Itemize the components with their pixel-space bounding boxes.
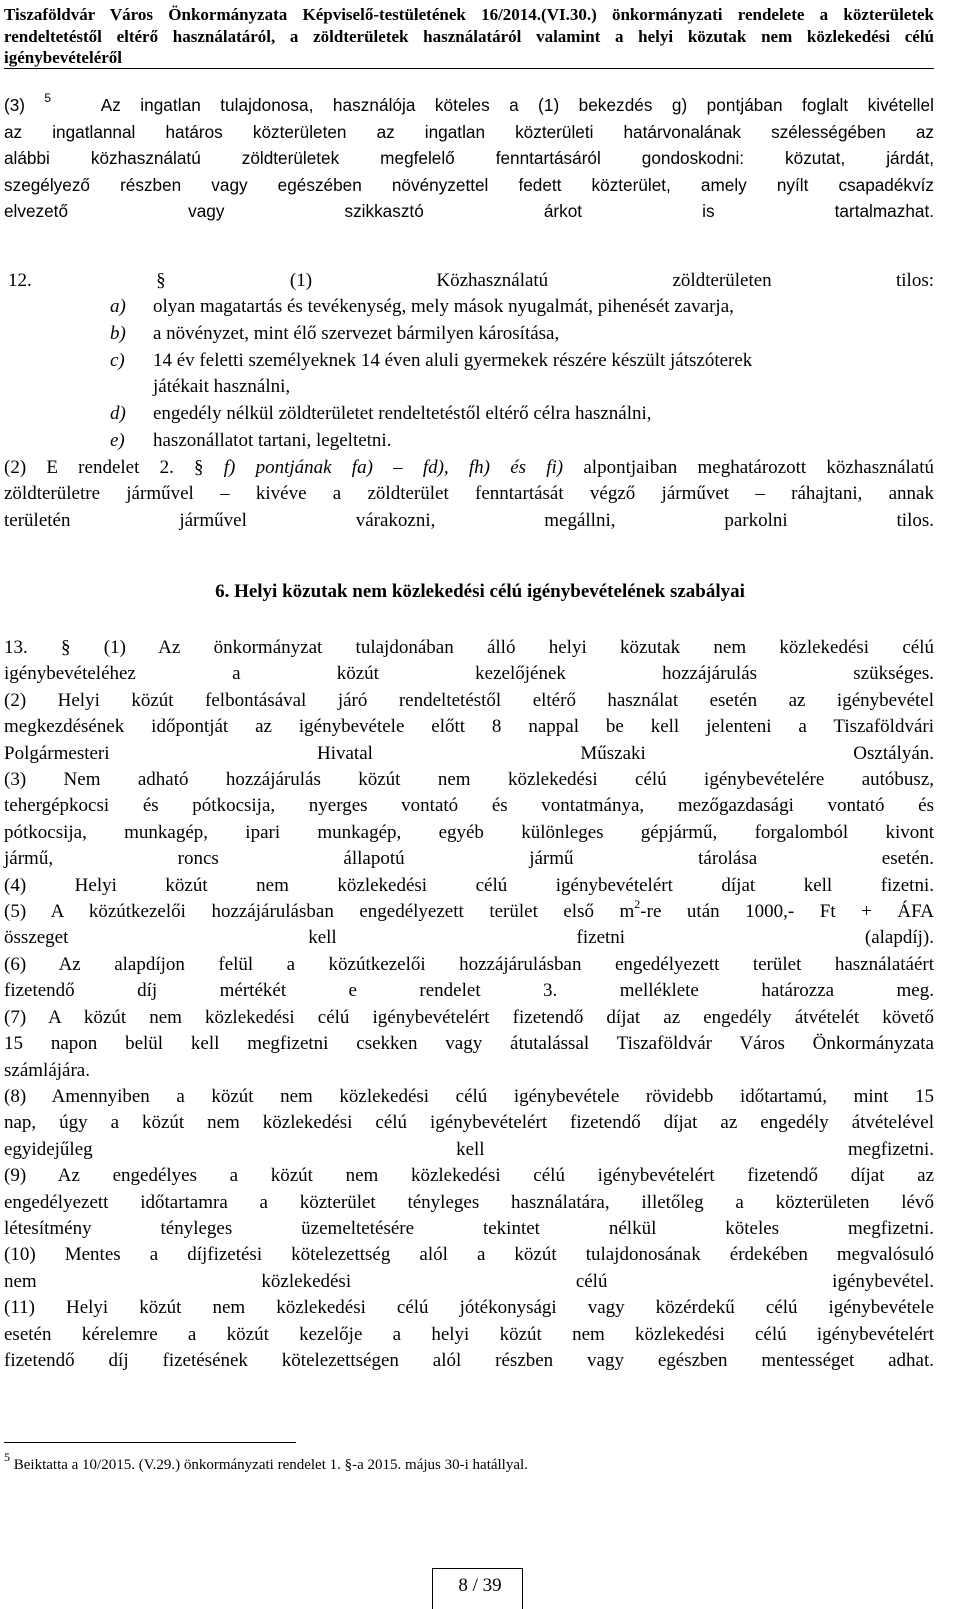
paragraph-3-number: (3) — [4, 95, 26, 115]
text-line: számlájára. — [4, 1059, 90, 1081]
s13-paragraph-2 — [4, 688, 934, 767]
s13-paragraph-6 — [4, 952, 934, 1005]
footnote-text: Beiktatta a 10/2015. (V.29.) önkormányzati rendelet 1. §-a 2015. május 30-i hatállyal. — [13, 1457, 528, 1473]
s13-paragraph-4 — [4, 873, 934, 899]
text-line: (11) Helyi közút nem közlekedési célú jótékonysági vagy közérdekű célú igénybevétele — [4, 1297, 934, 1319]
s13-paragraph-10 — [4, 1242, 934, 1295]
text-line: (9) Az engedélyes a közút nem közlekedési célú igénybevételért fizetendő díjat az — [4, 1165, 934, 1187]
footnote — [4, 1450, 528, 1474]
text-line: (6) Az alapdíjon felül a közútkezelői hozzájárulásban engedélyezett terület használatáért — [4, 953, 934, 975]
text-line: igénybevételéhez a közút kezelőjének hozzájárulás szükséges. — [4, 663, 934, 685]
list-item-text: haszonállatot tartani, legeltetni. — [153, 429, 392, 451]
text-line: egyidejűleg kell megfizetni. — [4, 1138, 934, 1160]
list-item-text: engedély nélkül zöldterületet rendeltetéstől eltérő célra használni, — [153, 403, 652, 425]
paragraph-3-line-2: az ingatlannal határos közterületen az ingatlan közterületi határvonalának szélességében az — [4, 121, 934, 142]
section-12-paragraph-2 — [4, 455, 934, 534]
paragraph-3-line-5: elvezető vagy szikkasztó árkot is tartalmazhat. — [4, 201, 934, 222]
text-line: összeget kell fizetni (alapdíj). — [4, 927, 934, 949]
text-line: (10) Mentes a díjfizetési kötelezettség alól a közút tulajdonosának érdekében megvalósuló — [4, 1244, 934, 1266]
s13-paragraph-7 — [4, 1005, 934, 1084]
text-line: tehergépkocsi és pótkocsija, nyerges vontató és vontatmánya, mezőgazdasági vontató és — [4, 795, 934, 817]
list-item-label: c) — [110, 349, 125, 371]
list-item — [110, 401, 934, 428]
text-line: (7) A közút nem közlekedési célú igénybevételért fizetendő díjat az engedély átvételét követő — [4, 1006, 934, 1028]
page-number-box — [432, 1568, 522, 1569]
footnote-number: 5 — [4, 1450, 10, 1464]
paragraph-2-italic-ref: f) pontjának fa) – fd), fh) és fi) — [223, 457, 564, 478]
paragraph-2-line-2: zöldterületre járművel – kivéve a zöldterület fenntartását végző járművet – ráhajtani, annak — [4, 483, 934, 505]
paragraph-2-end: alpontjaiban meghatározott közhasználatú — [583, 457, 934, 478]
s13-paragraph-1 — [4, 635, 934, 688]
list-item-label: b) — [110, 322, 126, 344]
chapter-title: 6. Helyi közutak nem közlekedési célú igénybevételének szabályai — [215, 581, 745, 602]
header-line-3: igénybevételéről — [4, 48, 123, 67]
paragraph-2-start: (2) E rendelet 2. § — [4, 457, 204, 478]
section-13 — [4, 635, 934, 1374]
paragraph-3 — [4, 92, 934, 225]
s13-paragraph-5 — [4, 896, 934, 952]
text-line: nap, úgy a közút nem közlekedési célú igénybevételért fizetendő díjat az engedély átvételével — [4, 1112, 934, 1134]
text-line: 13. § (1) Az önkormányzat tulajdonában álló helyi közutak nem közlekedési célú — [4, 637, 934, 658]
list-item-text: olyan magatartás és tevékenység, mely mások nyugalmát, pihenését zavarja, — [153, 296, 734, 317]
text-line: nem közlekedési célú igénybevétel. — [4, 1270, 934, 1292]
list-item-text-cont: játékait használni, — [153, 376, 291, 398]
list-item-label: a) — [110, 296, 126, 317]
text-line: (5) A közútkezelői hozzájárulásban engedélyezett terület első m — [4, 901, 635, 923]
document-header — [4, 4, 934, 69]
footnote-divider — [4, 1442, 296, 1443]
text-line: pótkocsija, munkagép, ipari munkagép, egyéb különleges gépjármű, forgalomból kivont — [4, 821, 934, 843]
list-item-label: d) — [110, 403, 126, 425]
list-item — [110, 428, 934, 455]
header-line-2: rendeltetéstől eltérő használatáról, a zöldterületek használatáról valamint a helyi közutak nem közlekedési célú — [4, 26, 934, 46]
text-line: -re után 1000,- Ft + ÁFA — [640, 901, 934, 923]
text-line: megkezdésének időpontját az igénybevétele előtt 8 nappal be kell jelenteni a Tiszaföldvári — [4, 716, 934, 738]
list-item — [110, 294, 934, 321]
paragraph-2-line-3: területén járművel várakozni, megállni, parkolni tilos. — [4, 509, 934, 531]
text-line: Polgármesteri Hivatal Műszaki Osztályán. — [4, 742, 934, 764]
section-12-list — [110, 294, 934, 455]
paragraph-3-line-4: szegélyező részben vagy egészében növényzettel fedett közterület, amely nyílt csapadékvíz — [4, 174, 934, 195]
s13-paragraph-3 — [4, 767, 934, 873]
text-line: engedélyezett időtartamra a közterület tényleges használatára, illetőleg a közterületen lévő — [4, 1191, 934, 1213]
page-number: 8 / 39 — [458, 1575, 502, 1596]
text-line: 15 napon belül kell megfizetni csekken vagy átutalással Tiszaföldvár Város Önkormányzata — [4, 1033, 934, 1055]
footnote-ref: 5 — [44, 91, 52, 106]
text-line: (3) Nem adható hozzájárulás közút nem közlekedési célú igénybevételére autóbusz, — [4, 769, 934, 791]
header-line-1: Tiszaföldvár Város Önkormányzata Képviselő-testületének 16/2014.(VI.30.) önkormányzati rendelete a közterületek — [4, 5, 934, 24]
text-line: jármű, roncs állapotú jármű tárolása esetén. — [4, 848, 934, 870]
superscript: 2 — [634, 896, 641, 911]
list-item — [110, 348, 934, 402]
list-item-text: 14 év feletti személyeknek 14 éven aluli gyermekek részére készült játszóterek — [153, 349, 753, 371]
s13-paragraph-9 — [4, 1163, 934, 1242]
list-item — [110, 321, 934, 348]
list-item-label: e) — [110, 429, 125, 451]
text-line: (2) Helyi közút felbontásával járó rendeltetéstől eltérő használat esetén az igénybevétel — [4, 689, 934, 711]
paragraph-3-line-1: Az ingatlan tulajdonosa, használója köteles a (1) bekezdés g) pontjában foglalt kivétellel — [100, 95, 935, 115]
text-line: (4) Helyi közút nem közlekedési célú igénybevételért díjat kell fizetni. — [4, 874, 934, 896]
section-12-intro — [4, 268, 934, 294]
text-line: létesítmény tényleges üzemeltetésére tekintet nélkül köteles megfizetni. — [4, 1217, 934, 1239]
text-line: esetén kérelemre a közút kezelője a helyi közút nem közlekedési célú igénybevételért — [4, 1323, 934, 1345]
header-divider — [4, 68, 934, 69]
text-line: fizetendő díj mértékét e rendelet 3. melléklete határozza meg. — [4, 980, 934, 1002]
section-12-intro-text: 12. § (1) Közhasználatú zöldterületen tilos: — [8, 270, 934, 291]
text-line: fizetendő díj fizetésének kötelezettségen alól részben vagy egészben mentességet adhat. — [4, 1349, 934, 1371]
list-item-text: a növényzet, mint élő szervezet bármilyen károsítása, — [153, 322, 560, 344]
s13-paragraph-8 — [4, 1084, 934, 1163]
s13-paragraph-11 — [4, 1295, 934, 1374]
text-line: (8) Amennyiben a közút nem közlekedési célú igénybevétele rövidebb időtartamú, mint 15 — [4, 1085, 934, 1107]
paragraph-3-line-3: alábbi közhasználatú zöldterületek megfelelő fenntartásáról gondoskodni: közutat, járdát, — [4, 148, 934, 169]
